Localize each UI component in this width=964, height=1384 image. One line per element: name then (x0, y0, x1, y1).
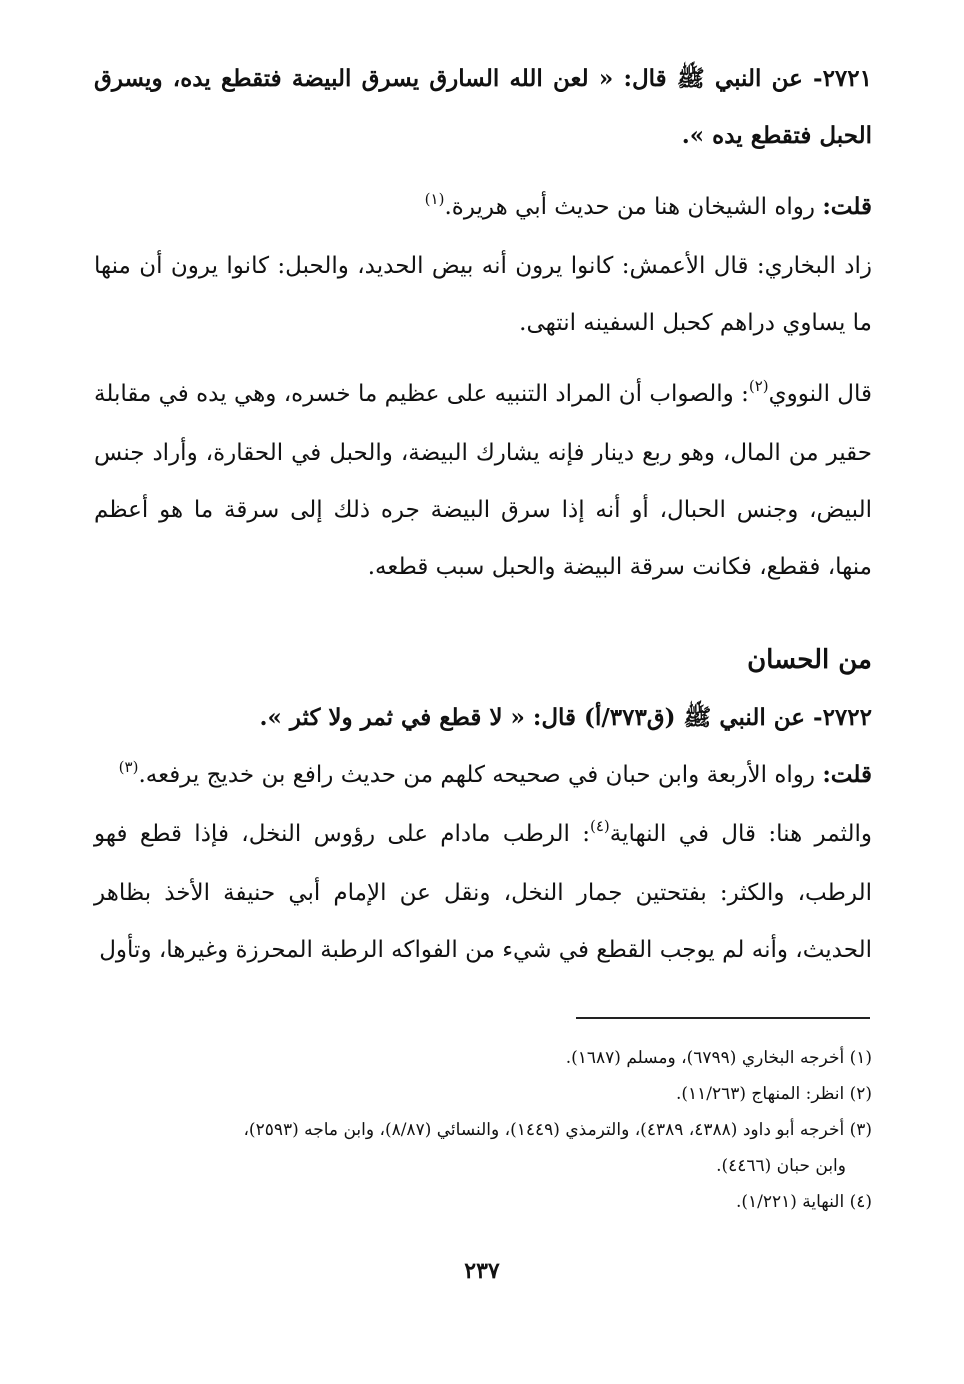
footnote-3-continuation: وابن حبان (٤٤٦٦). (716, 1156, 846, 1176)
qultu-paragraph-2 (94, 746, 872, 806)
hadith-2721: ٢٧٢١- عن النبي ﷺ قال: « لعن الله السارق يسرق البيضة فتقطع يده، ويسرق الحبل فتقطع يده ». (94, 65, 872, 149)
bukhari-addition: زاد البخاري: قال الأعمش: كانوا يرون أنه بيض الحديد، والحبل: كانوا يرون أن منها ما يساوي دراهم كحبل السفينه انتهى. (94, 253, 872, 336)
qultu-text-1: رواه الشيخان هنا من حديث أبي هريرة. (444, 194, 823, 220)
page-number: ٢٣٧ (464, 1258, 500, 1284)
footnotes (94, 1040, 872, 1220)
qultu-label: قلت: (822, 193, 872, 220)
footnote-ref-1[interactable]: (١) (424, 190, 445, 208)
footnote-ref-4[interactable]: (٤) (589, 817, 610, 835)
qultu-paragraph-1 (94, 178, 872, 238)
thamar-paragraph (94, 806, 872, 979)
footnote-3: (٣) أخرجه أبو داود (٤٣٨٨، ٤٣٨٩)، والترمذي (١٤٤٩)، والنسائي (٨/٨٧)، وابن ماجه (٢٥٩٣)، (243, 1120, 872, 1140)
thamar-prefix: والثمر هنا: قال في النهاية (609, 821, 872, 847)
footnote-1: (١) أخرجه البخاري (٦٧٩٩)، ومسلم (١٦٨٧). (565, 1048, 872, 1068)
main-text (94, 50, 872, 979)
nawawi-text: : والصواب أن المراد التنبيه على عظيم ما خسره، وهي يده في مقابلة حقير من المال، وهو ربع دينار فإنه يشارك البيضة، والحبل في الحقارة، وأراد جنس البيض، وجنس الحبال، أو أنه إذا سرق البيضة جره ذلك إلى سرقة ما هو أعظم منها، فقطع، فكانت سرقة البيضة والحبل سبب قطعه. (94, 381, 872, 580)
qultu-label: قلت: (822, 761, 872, 788)
section-heading: من الحسان (747, 645, 872, 675)
nawawi-prefix: قال النووي (768, 381, 872, 407)
footnote-divider (576, 1017, 870, 1019)
nawawi-paragraph (94, 366, 872, 596)
qultu-text-2: رواه الأربعة وابن حبان في صحيحه كلهم من حديث رافع بن خديج يرفعه. (138, 762, 823, 788)
footnote-ref-3[interactable]: (٣) (118, 758, 139, 776)
footnote-4: (٤) النهاية (١/٢٢١). (735, 1192, 872, 1212)
footnote-2: (٢) انظر: المنهاج (١١/٢٦٣). (675, 1084, 872, 1104)
footnote-ref-2[interactable]: (٢) (748, 377, 769, 395)
hadith-2722: ٢٧٢٢- عن النبي ﷺ (ق٣٧٣/أ) قال: « لا قطع في ثمر ولا كثر ». (259, 704, 872, 731)
thamar-text: : الرطب مادام على رؤوس النخل، فإذا قطع فهو الرطب، والكثر: بفتحتين جمار النخل، ونقل عن الإمام أبي حنيفة الأخذ بظاهر الحديث، وأنه لم يوجب القطع في شيء من الفواكه الرطبة المحرزة وغيرها، وتأول (94, 821, 872, 963)
